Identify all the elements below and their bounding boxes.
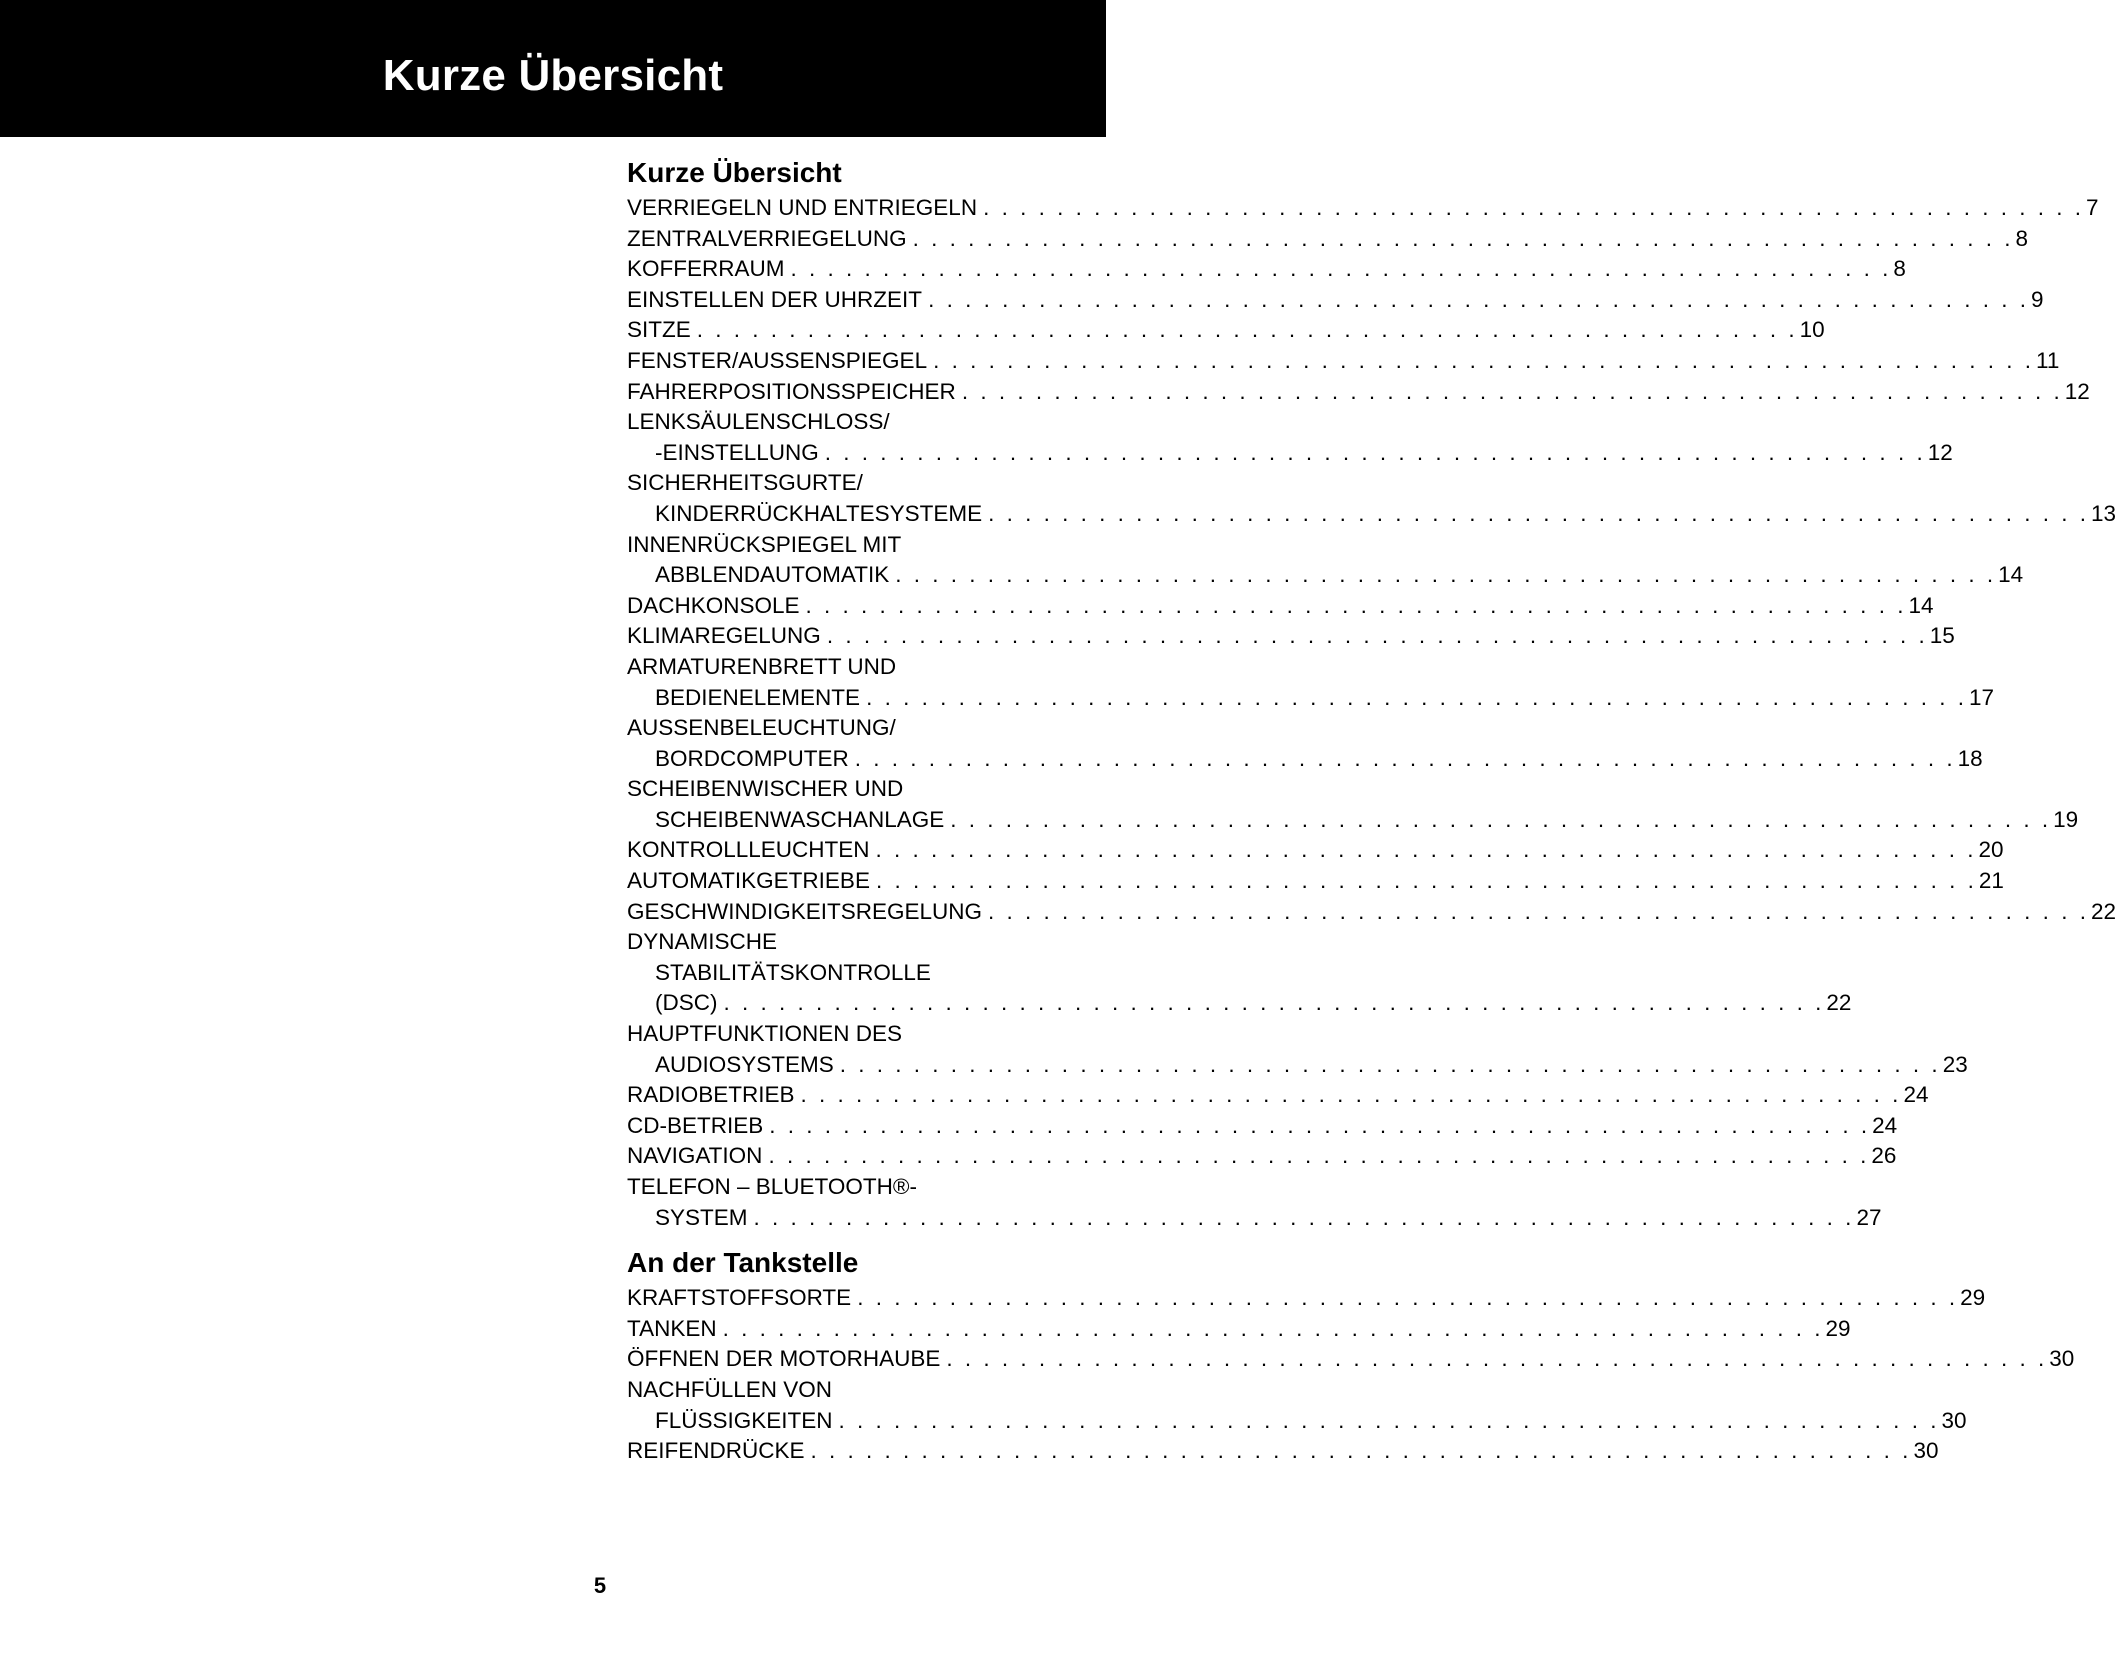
toc-page-number: 15 xyxy=(1929,623,1955,649)
toc-entry-line xyxy=(627,1314,1851,1345)
toc-entry-label: AUSSENBELEUCHTUNG/ xyxy=(627,715,896,741)
toc-entry-line xyxy=(627,407,1083,438)
dot-leader: . . . . . . . . . . . . . . . . . . . . . . . . . . . . . . . . . . . . . . . . . . . . . . . . . . . . . . . . . . . . xyxy=(866,684,1967,710)
toc-page-number: 7 xyxy=(2085,195,2099,220)
dot-leader: . . . . . . . . . . . . . . . . . . . . . . . . . . . . . . . . . . . . . . . . . . . . . . . . . . . . . . . . . . . . xyxy=(696,317,1798,343)
toc-entry-label: NACHFÜLLEN VON xyxy=(627,1376,833,1402)
toc-entry-line xyxy=(627,224,2029,255)
toc-entry-line xyxy=(627,499,2116,530)
toc-entry-line xyxy=(627,346,2060,377)
toc-entry[interactable] xyxy=(627,1314,1851,1345)
dot-leader: . . . . . . . . . . . . . . . . . . . . . . . . . . . . . . . . . . . . . . . . . . . . . . . . . . . . . . . . . . . . xyxy=(824,439,1926,465)
toc-entry-line xyxy=(627,744,1983,775)
toc-entry-label: LENKSÄULENSCHLOSS/ xyxy=(627,409,890,435)
dot-leader: . . . . . . . . . . . . . . . . . . . . . . . . . . . . . . . . . . . . . . . . . . . . . . . . . . . . . . . . . . . . xyxy=(753,1204,1855,1230)
toc-entry-line xyxy=(627,621,1955,652)
toc-page-number: 8 xyxy=(2015,225,2029,251)
toc-entry-label: ZENTRALVERRIEGELUNG xyxy=(627,225,907,251)
toc-entry-label: KOFFERRAUM xyxy=(627,256,785,282)
toc-entry[interactable] xyxy=(627,774,2079,835)
toc-entry-label: AUTOMATIKGETRIEBE xyxy=(627,868,870,894)
toc-entry-label: BEDIENELEMENTE xyxy=(655,684,861,710)
toc-entry-label: HAUPTFUNKTIONEN DES xyxy=(627,1021,903,1047)
toc-page-number: 23 xyxy=(1942,1051,1968,1077)
toc-page-number: 21 xyxy=(1978,868,2004,894)
toc-page-number: 14 xyxy=(1998,562,2024,588)
toc-entry-line xyxy=(627,560,2024,591)
toc-entry-label: ABBLENDAUTOMATIK xyxy=(655,562,890,588)
toc-page-number: 9 xyxy=(2030,286,2044,312)
toc-page-number: 13 xyxy=(2091,500,2116,526)
toc-entry[interactable] xyxy=(627,897,2116,928)
toc-entry-line xyxy=(627,866,2004,897)
toc-page-number: 17 xyxy=(1968,684,1994,710)
toc-entry-line xyxy=(627,193,2099,224)
dot-leader: . . . . . . . . . . . . . . . . . . . . . . . . . . . . . . . . . . . . . . . . . . . . . . . . . . . . . . . . . . . . xyxy=(983,195,2084,220)
toc-entry[interactable] xyxy=(627,346,2060,377)
toc-entry-label: SITZE xyxy=(627,317,691,343)
toc-page-number: 26 xyxy=(1871,1143,1897,1169)
toc-entry-line xyxy=(627,1141,1897,1172)
toc-entry-label: SICHERHEITSGURTE/ xyxy=(627,470,863,496)
toc-entry-line xyxy=(627,652,1083,683)
dot-leader: . . . . . . . . . . . . . . . . . . . . . . . . . . . . . . . . . . . . . . . . . . . . . . . . . . . . . . . . . . . . xyxy=(768,1143,1870,1169)
toc-entry-line xyxy=(627,958,1083,989)
toc-entry-label: KRAFTSTOFFSORTE xyxy=(627,1285,852,1311)
toc-entry[interactable] xyxy=(627,285,2044,316)
toc-entry-line xyxy=(627,805,2079,836)
toc-entry-line xyxy=(627,468,1083,499)
dot-leader: . . . . . . . . . . . . . . . . . . . . . . . . . . . . . . . . . . . . . . . . . . . . . . . . . . . . . . . . . . . . xyxy=(857,1285,1959,1311)
section-title: Kurze Übersicht xyxy=(627,157,842,188)
toc-entry-line xyxy=(627,285,2044,316)
dot-leader: . . . . . . . . . . . . . . . . . . . . . . . . . . . . . . . . . . . . . . . . . . . . . . . . . . . . . . . . . . . . xyxy=(805,592,1907,618)
toc-entry-label: SCHEIBENWISCHER UND xyxy=(627,776,904,802)
toc-entry-label: ÖFFNEN DER MOTORHAUBE xyxy=(627,1346,941,1372)
toc-entry[interactable] xyxy=(627,1141,1897,1172)
dot-leader: . . . . . . . . . . . . . . . . . . . . . . . . . . . . . . . . . . . . . . . . . . . . . . . . . . . . . . . . . . . . xyxy=(928,286,2029,312)
dot-leader: . . . . . . . . . . . . . . . . . . . . . . . . . . . . . . . . . . . . . . . . . . . . . . . . . . . . . . . . . . . . xyxy=(790,256,1892,282)
toc-entry[interactable] xyxy=(627,224,2029,255)
toc-entry[interactable] xyxy=(627,835,2004,866)
toc-entry-label: STABILITÄTSKONTROLLE xyxy=(655,959,931,985)
toc-entry-label: TELEFON – BLUETOOTH®- xyxy=(627,1174,917,1199)
dot-leader: . . . . . . . . . . . . . . . . . . . . . . . . . . . . . . . . . . . . . . . . . . . . . . . . . . . . . . . . . . . . xyxy=(933,347,2034,373)
toc-entry[interactable] xyxy=(627,1172,1882,1233)
toc-entry[interactable] xyxy=(627,193,2099,224)
toc-entry-label: RADIOBETRIEB xyxy=(627,1082,795,1108)
toc-entry-line xyxy=(627,988,1852,1019)
toc-page-number: 11 xyxy=(2036,347,2060,373)
toc-entry-label: CD-BETRIEB xyxy=(627,1112,764,1138)
toc-entry[interactable] xyxy=(627,407,1953,468)
toc-entry-label: EINSTELLEN DER UHRZEIT xyxy=(627,286,923,312)
toc-entry-line xyxy=(627,927,1083,958)
toc-entry-label: VERRIEGELN UND ENTRIEGELN xyxy=(627,195,978,220)
toc-entry-label: ARMATURENBRETT UND xyxy=(627,653,897,679)
toc-entry-label: FAHRERPOSITIONSSPEICHER xyxy=(627,378,956,404)
toc-entry-line xyxy=(627,1203,1882,1234)
toc-page-number: 30 xyxy=(1913,1438,1939,1464)
toc-entry[interactable] xyxy=(627,591,1934,622)
toc-entry-line xyxy=(627,1172,1083,1203)
dot-leader: . . . . . . . . . . . . . . . . . . . . . . . . . . . . . . . . . . . . . . . . . . . . . . . . . . . . . . . . . . . . xyxy=(810,1438,1912,1464)
dot-leader: . . . . . . . . . . . . . . . . . . . . . . . . . . . . . . . . . . . . . . . . . . . . . . . . . . . . . . . . . . . . xyxy=(988,898,2089,924)
dot-leader: . . . . . . . . . . . . . . . . . . . . . . . . . . . . . . . . . . . . . . . . . . . . . . . . . . . . . . . . . . . . xyxy=(988,500,2090,526)
toc-entry-label: DYNAMISCHE xyxy=(627,929,778,955)
dot-leader: . . . . . . . . . . . . . . . . . . . . . . . . . . . . . . . . . . . . . . . . . . . . . . . . . . . . . . . . . . . . xyxy=(912,225,2014,251)
toc-entry[interactable] xyxy=(627,1375,1967,1436)
toc-entry[interactable] xyxy=(627,1344,2075,1375)
toc-entry[interactable] xyxy=(627,1436,1939,1467)
toc-entry-label: -EINSTELLUNG xyxy=(655,439,819,465)
toc-entry-line xyxy=(627,315,1825,346)
toc-entry[interactable] xyxy=(627,254,1906,285)
page-title: Kurze Übersicht xyxy=(382,50,724,100)
toc-entry-line xyxy=(627,1111,1898,1142)
header-bar xyxy=(0,0,1106,137)
page-number: 5 xyxy=(593,1573,607,1598)
toc-entry[interactable] xyxy=(627,1283,1986,1314)
toc-entry[interactable] xyxy=(627,927,1852,1019)
toc-entry-label: NAVIGATION xyxy=(627,1143,763,1169)
toc-entry-line xyxy=(627,1050,1968,1081)
dot-leader: . . . . . . . . . . . . . . . . . . . . . . . . . . . . . . . . . . . . . . . . . . . . . . . . . . . . . . . . . . . . xyxy=(839,1051,1941,1077)
toc-entry-label: KONTROLLLEUCHTEN xyxy=(627,837,870,863)
toc-entry-line xyxy=(627,254,1906,285)
toc-entry-line xyxy=(627,591,1934,622)
toc-entry-line xyxy=(627,377,2090,408)
toc-entry-line xyxy=(627,1283,1986,1314)
toc-entry-label: (DSC) xyxy=(655,990,718,1016)
toc-entry[interactable] xyxy=(627,315,1825,346)
toc-entry-label: KINDERRÜCKHALTESYSTEME xyxy=(655,500,983,526)
dot-leader: . . . . . . . . . . . . . . . . . . . . . . . . . . . . . . . . . . . . . . . . . . . . . . . . . . . . . . . . . . . . xyxy=(800,1082,1902,1108)
toc-page-number: 12 xyxy=(2064,378,2090,404)
toc-entry-label: KLIMAREGELUNG xyxy=(627,623,821,649)
toc-page-number: 14 xyxy=(1908,592,1934,618)
toc-page-number: 18 xyxy=(1957,745,1983,771)
toc-page-number: 12 xyxy=(1927,439,1953,465)
toc-page-number: 22 xyxy=(1826,990,1852,1016)
toc-entry[interactable] xyxy=(627,468,2116,529)
toc-page-number: 24 xyxy=(1903,1082,1929,1108)
section-title: An der Tankstelle xyxy=(627,1247,859,1279)
toc-entry-line xyxy=(627,530,1083,561)
toc-entry-label: FLÜSSIGKEITEN xyxy=(655,1407,833,1433)
toc-entry[interactable] xyxy=(627,866,2004,897)
toc-entry-label: GESCHWINDIGKEITSREGELUNG xyxy=(627,898,983,924)
toc-entry-line xyxy=(627,774,1083,805)
dot-leader: . . . . . . . . . . . . . . . . . . . . . . . . . . . . . . . . . . . . . . . . . . . . . . . . . . . . . . . . . . . . xyxy=(826,623,1928,649)
toc-page-number: 19 xyxy=(2053,806,2079,832)
toc-page-number: 8 xyxy=(1893,256,1906,282)
dot-leader: . . . . . . . . . . . . . . . . . . . . . . . . . . . . . . . . . . . . . . . . . . . . . . . . . . . . . . . . . . . . xyxy=(961,378,2063,404)
toc-entry[interactable] xyxy=(627,1019,1968,1080)
toc-page-number: 10 xyxy=(1799,317,1825,343)
toc-entry-line xyxy=(627,835,2004,866)
toc-entry[interactable] xyxy=(627,652,1994,713)
toc-entry-label: SYSTEM xyxy=(655,1204,748,1230)
toc-entry-line xyxy=(627,1344,2075,1375)
toc-page-number: 22 xyxy=(2090,898,2116,924)
toc-entry[interactable] xyxy=(627,621,1955,652)
toc-entry[interactable] xyxy=(627,1080,1929,1111)
toc-page-number: 29 xyxy=(1960,1285,1986,1311)
toc-entry-label: FENSTER/AUSSENSPIEGEL xyxy=(627,347,928,373)
toc-page-number: 24 xyxy=(1872,1112,1898,1138)
table-of-contents xyxy=(627,153,2116,1467)
toc-entry-label: REIFENDRÜCKE xyxy=(627,1438,805,1464)
toc-page-number: 20 xyxy=(1978,837,2004,863)
dot-leader: . . . . . . . . . . . . . . . . . . . . . . . . . . . . . . . . . . . . . . . . . . . . . . . . . . . . . . . . . . . . xyxy=(838,1407,1940,1433)
dot-leader: . . . . . . . . . . . . . . . . . . . . . . . . . . . . . . . . . . . . . . . . . . . . . . . . . . . . . . . . . . . . xyxy=(854,745,1956,771)
toc-entry-line xyxy=(627,1375,1083,1406)
toc-entry-label: AUDIOSYSTEMS xyxy=(655,1051,834,1077)
toc-entry[interactable] xyxy=(627,1111,1898,1142)
toc-page-number: 30 xyxy=(2049,1346,2075,1372)
toc-entry-line xyxy=(627,1406,1967,1437)
toc-entry[interactable] xyxy=(627,530,2024,591)
toc-entry-line xyxy=(627,1019,1083,1050)
toc-entry-label: BORDCOMPUTER xyxy=(655,745,849,771)
dot-leader: . . . . . . . . . . . . . . . . . . . . . . . . . . . . . . . . . . . . . . . . . . . . . . . . . . . . . . . . . . . . xyxy=(895,562,1997,588)
dot-leader: . . . . . . . . . . . . . . . . . . . . . . . . . . . . . . . . . . . . . . . . . . . . . . . . . . . . . . . . . . . . xyxy=(875,837,1977,863)
toc-entry-line xyxy=(627,683,1994,714)
dot-leader: . . . . . . . . . . . . . . . . . . . . . . . . . . . . . . . . . . . . . . . . . . . . . . . . . . . . . . . . . . . . xyxy=(875,868,1977,894)
toc-entry[interactable] xyxy=(627,713,1983,774)
toc-entry-label: SCHEIBENWASCHANLAGE xyxy=(655,806,945,832)
dot-leader: . . . . . . . . . . . . . . . . . . . . . . . . . . . . . . . . . . . . . . . . . . . . . . . . . . . . . . . . . . . . xyxy=(946,1346,2048,1372)
toc-page-number: 30 xyxy=(1941,1407,1967,1433)
toc-entry-line xyxy=(627,897,2116,928)
toc-entry-label: TANKEN xyxy=(627,1315,717,1341)
toc-page-number: 29 xyxy=(1825,1315,1851,1341)
dot-leader: . . . . . . . . . . . . . . . . . . . . . . . . . . . . . . . . . . . . . . . . . . . . . . . . . . . . . . . . . . . . xyxy=(723,990,1825,1016)
toc-page-number: 27 xyxy=(1856,1204,1882,1230)
dot-leader: . . . . . . . . . . . . . . . . . . . . . . . . . . . . . . . . . . . . . . . . . . . . . . . . . . . . . . . . . . . . xyxy=(722,1315,1824,1341)
toc-entry[interactable] xyxy=(627,377,2090,408)
toc-entry-line xyxy=(627,438,1953,469)
toc-entry-line xyxy=(627,1080,1929,1111)
dot-leader: . . . . . . . . . . . . . . . . . . . . . . . . . . . . . . . . . . . . . . . . . . . . . . . . . . . . . . . . . . . . xyxy=(769,1112,1871,1138)
toc-entry-label: DACHKONSOLE xyxy=(627,592,800,618)
toc-entry-line xyxy=(627,713,1083,744)
toc-entry-label: INNENRÜCKSPIEGEL MIT xyxy=(627,531,902,557)
dot-leader: . . . . . . . . . . . . . . . . . . . . . . . . . . . . . . . . . . . . . . . . . . . . . . . . . . . . . . . . . . . . xyxy=(950,806,2052,832)
toc-entry-line xyxy=(627,1436,1939,1467)
